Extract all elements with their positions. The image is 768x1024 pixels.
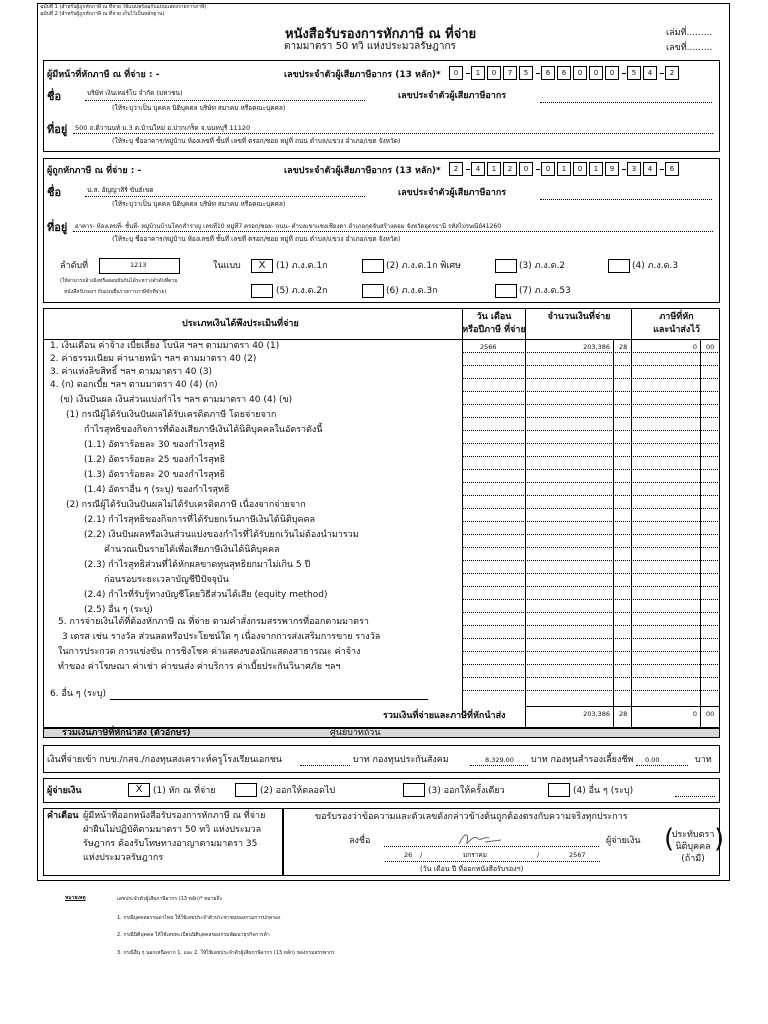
table-col-2 bbox=[525, 308, 526, 728]
date-hint: (วัน เดือน ปี ที่ออกหนังสือรับรองฯ) bbox=[420, 865, 524, 873]
payer-name-label: ชื่อ bbox=[47, 90, 62, 103]
seq-value: 1213 bbox=[130, 261, 147, 269]
doc-no: เลขที่......... bbox=[666, 43, 713, 53]
table-guide bbox=[463, 508, 720, 509]
payee-digit: 1 bbox=[557, 162, 571, 176]
payer-address-label: ที่อยู่ bbox=[47, 123, 68, 136]
payer-taxpayer-no-line bbox=[540, 102, 712, 103]
table-guide bbox=[463, 495, 720, 496]
payee-address-label: ที่อยู่ bbox=[47, 221, 68, 234]
funds-baht-3: บาท bbox=[695, 755, 712, 765]
payee-digit: 1 bbox=[589, 162, 603, 176]
payer-name-line bbox=[85, 100, 365, 101]
warning-line-4: แห่งประมวลรัษฎากร bbox=[83, 853, 164, 863]
income-row-label: 3 เตรส เช่น รางวัล ส่วนลดหรือประโยชน์ใด ๆ เนื่องจากการส่งเสริมการขาย รางวัล bbox=[62, 632, 381, 642]
funds-text-1: เงินที่จ่ายเข้า กบข./กสจ./กองทุนสงเคราะห์ครูโรงเรียนเอกชน bbox=[47, 755, 283, 765]
other-line bbox=[675, 796, 715, 797]
payer-taxpayer-no-label: เลขประจำตัวผู้เสียภาษีอากร bbox=[398, 91, 507, 101]
table-header-divider bbox=[43, 339, 720, 340]
total-words-label: รวมเงินภาษีที่หักนำส่ง (ตัวอักษร) bbox=[62, 728, 191, 738]
table-guide bbox=[463, 664, 720, 665]
stamp-label-3: (ถ้ามี) bbox=[681, 854, 705, 864]
digit-separator bbox=[660, 73, 664, 74]
income-row-label: (ข) เงินปันผล เงินส่วนแบ่งกำไร ฯลฯ ตามมาตรา 40 (4) (ข) bbox=[60, 395, 293, 405]
payee-digit: 9 bbox=[605, 162, 619, 176]
payee-address-hint: (ให้ระบุ ชื่ออาคาร/หมู่บ้าน ห้องเลขที่ ชั้นที่ เลขที่ ตรอก/ซอย หมู่ที่ ถนน ตำบล/แขวง อำเภอ/เขต จังหวัด) bbox=[112, 235, 401, 243]
digit-separator bbox=[466, 169, 470, 170]
payer-digit: 4 bbox=[643, 66, 657, 80]
income-row-label: (2.4) กำไรที่รับรู้ทางบัญชีโดยวิธีส่วนได้เสีย (equity method) bbox=[84, 590, 328, 600]
cert-slash-2: / bbox=[537, 851, 540, 859]
funds-line-2 bbox=[470, 765, 528, 766]
payer-options-label: ผู้จ่ายเงิน bbox=[47, 786, 82, 796]
payee-digit: 3 bbox=[627, 162, 641, 176]
table-guide bbox=[463, 638, 720, 639]
digit-separator bbox=[622, 73, 626, 74]
income-row-label: กำไรสุทธิของกิจการที่ต้องเสียภาษีเงินได้นิติบุคคลในอัตราดังนี้ bbox=[84, 425, 323, 435]
payer-digit: 5 bbox=[519, 66, 533, 80]
other-checkbox[interactable] bbox=[548, 783, 570, 797]
payer-digit: 0 bbox=[573, 66, 587, 80]
pnd3k-checkbox[interactable] bbox=[362, 284, 384, 298]
payer-address: 500 ถ.ติวานนท์ ม.3 ต.บ้านใหม่ อ.ปากเกร็ด จ.นนทบุรี 11120 bbox=[75, 124, 251, 132]
form-subtitle: ตามมาตรา 50 ทวิ แห่งประมวลรัษฎากร bbox=[284, 41, 456, 52]
payee-name-label: ชื่อ bbox=[47, 186, 62, 199]
pnd53-label: (7) ภ.ง.ด.53 bbox=[519, 286, 571, 296]
pnd2k-checkbox[interactable] bbox=[251, 284, 273, 298]
income-row-label: (2.2) เงินปันผลหรือเงินส่วนแบ่งของกำไรที่ได้รับยกเว้นไม่ต้องนำมารวม bbox=[84, 530, 359, 540]
table-guide bbox=[463, 482, 720, 483]
income-row-label: (1) กรณีผู้ได้รับเงินปันผลได้รับเครดิตภาษี โดยจ่ายจาก bbox=[66, 410, 277, 420]
table-guide bbox=[463, 534, 720, 535]
digit-separator bbox=[660, 169, 664, 170]
pnd2k-label: (5) ภ.ง.ด.2ก bbox=[276, 286, 328, 296]
income-row-label: 3. ค่าแห่งลิขสิทธิ์ ฯลฯ ตามมาตรา 40 (3) bbox=[50, 367, 213, 377]
funds-baht-2: บาท กองทุนสำรองเลี้ยงชีพ bbox=[531, 755, 634, 765]
cert-day: 26 bbox=[404, 851, 413, 859]
payee-digit: 6 bbox=[665, 162, 679, 176]
payer-heading: ผู้มีหน้าที่หักภาษี ณ ที่จ่าย : - bbox=[47, 70, 160, 80]
other-label: (4) อื่น ๆ (ระบุ) bbox=[573, 786, 634, 796]
income-row-label: (2.3) กำไรสุทธิส่วนที่ได้หักผลขาดทุนสุทธิยกมาไม่เกิน 5 ปี bbox=[84, 560, 311, 570]
table-guide bbox=[463, 573, 720, 574]
copy1-note: ฉบับที่ 1 (สำหรับผู้ถูกหักภาษี ณ ที่จ่าย ใช้แนบพร้อมกับแบบแสดงรายการภาษี) bbox=[40, 4, 207, 10]
warning-line-2: ฝ่าฝืนไม่ปฏิบัติตามมาตรา 50 ทวิ แห่งประมวล bbox=[83, 825, 262, 835]
payee-name: น.ส. อัญญาสิริ ขันธ์เขต bbox=[87, 186, 154, 194]
total-amount: 203,386 bbox=[583, 710, 610, 718]
income-row-label: (2) กรณีผู้ได้รับเงินปันผลไม่ได้รับเครดิตภาษี เนื่องจากจ่ายจาก bbox=[66, 500, 306, 510]
form-title: หนังสือรับรองการหักภาษี ณ ที่จ่าย bbox=[285, 27, 477, 42]
table-guide bbox=[463, 352, 720, 353]
payer-digit: 0 bbox=[487, 66, 501, 80]
pnd1k-label: (1) ภ.ง.ด.1ก bbox=[276, 261, 328, 271]
warning-line-3: รัษฎากร ต้องรับโทษทางอาญาตามมาตรา 35 bbox=[83, 839, 258, 849]
income-row-label: คำนวณเป็นรายได้เพื่อเสียภาษีเงินได้นิติบุคคล bbox=[104, 545, 280, 555]
table-guide bbox=[463, 391, 720, 392]
row1-amount-satang: 28 bbox=[619, 343, 628, 351]
total-words: ศูนย์บาทถ้วน bbox=[330, 728, 381, 738]
stamp-label-2: นิติบุคคล bbox=[675, 842, 711, 852]
stamp-left-paren: ( bbox=[664, 824, 675, 854]
notes-intro: เลขประจำตัวผู้เสียภาษีอากร (13 หลัก)* หมายถึง bbox=[117, 896, 222, 902]
table-guide bbox=[463, 521, 720, 522]
payer-name: บริษัท เงินเทอร์โบ จำกัด (มหาชน) bbox=[87, 89, 183, 97]
income-row-label: (1.4) อัตราอื่น ๆ (ระบุ) ของกำไรสุทธิ bbox=[84, 485, 230, 495]
pnd2-label: (3) ภ.ง.ด.2 bbox=[519, 261, 566, 271]
notes-title: หมายเหตุ bbox=[65, 895, 86, 901]
payer-digit: 1 bbox=[471, 66, 485, 80]
digit-separator bbox=[536, 73, 540, 74]
income-row-label: 5. การจ่ายเงินได้ที่ต้องหักภาษี ณ ที่จ่าย ตามคำสั่งกรมสรรพากรที่ออกตามมาตรา bbox=[58, 617, 369, 627]
table-total-divider bbox=[525, 706, 720, 707]
notes-item-2: 2. กรณีนิติบุคคล ให้ใช้เลขทะเบียนนิติบุคคลของกรมพัฒนาธุรกิจการค้า bbox=[117, 932, 270, 938]
certify-statement: ขอรับรองว่าข้อความและตัวเลขดังกล่าวข้างต้นถูกต้องตรงกับความจริงทุกประการ bbox=[315, 812, 628, 822]
warning-line-1: ผู้มีหน้าที่ออกหนังสือรับรองการหักภาษี ณ ที่จ่าย bbox=[83, 811, 266, 821]
table-guide bbox=[463, 547, 720, 548]
cert-year: 2567 bbox=[569, 851, 586, 859]
col-amount-header: จำนวนเงินที่จ่าย bbox=[547, 312, 611, 322]
col-date-header-1: วัน เดือน bbox=[476, 312, 512, 322]
row1-year: 2566 bbox=[480, 343, 497, 351]
once-issue-checkbox[interactable] bbox=[403, 783, 425, 797]
income-row-label: (1.1) อัตราร้อยละ 30 ของกำไรสุทธิ bbox=[84, 440, 226, 450]
payee-taxpayer-no-line bbox=[540, 199, 712, 200]
col-type-header: ประเภทเงินได้พึงประเมินที่จ่าย bbox=[182, 319, 299, 329]
col-tax-header-2: และนำส่งไว้ bbox=[653, 325, 700, 335]
cert-slash-1: / bbox=[420, 851, 423, 859]
table-guide bbox=[463, 586, 720, 587]
always-issue-label: (2) ออกให้ตลอดไป bbox=[260, 786, 336, 796]
row1-tax-satang: 00 bbox=[706, 343, 715, 351]
row1-tax: 0 bbox=[692, 343, 697, 351]
table-guide bbox=[463, 430, 720, 431]
income-row-label: 1. เงินเดือน ค่าจ้าง เบี้ยเลี้ยง โบนัส ฯลฯ ตามมาตรา 40 (1) bbox=[50, 341, 280, 351]
income-row-label: (1.2) อัตราร้อยละ 25 ของกำไรสุทธิ bbox=[84, 455, 226, 465]
sso-value: 8,329.00 bbox=[485, 756, 514, 764]
payee-digit: 0 bbox=[519, 162, 533, 176]
income-row-label: (1.3) อัตราร้อยละ 20 ของกำไรสุทธิ bbox=[84, 470, 226, 480]
table-guide bbox=[463, 690, 720, 691]
pnd1k-special-label: (2) ภ.ง.ด.1ก พิเศษ bbox=[386, 261, 462, 271]
payee-heading: ผู้ถูกหักภาษี ณ ที่จ่าย : - bbox=[47, 166, 142, 176]
payee-digit: 2 bbox=[503, 162, 517, 176]
date-line bbox=[385, 861, 600, 862]
table-guide bbox=[463, 677, 720, 678]
col-date-header-2: หรือปีภาษี ที่จ่าย bbox=[462, 325, 526, 335]
sign-line bbox=[384, 846, 599, 847]
once-issue-label: (3) ออกให้ครั้งเดียว bbox=[428, 786, 505, 796]
payer-digit: 0 bbox=[449, 66, 463, 80]
funds-line-1 bbox=[300, 765, 350, 766]
row1-amount: 203,386 bbox=[583, 343, 610, 351]
table-guide bbox=[463, 456, 720, 457]
table-guide bbox=[463, 612, 720, 613]
pnd1k-special-checkbox[interactable] bbox=[362, 259, 384, 273]
total-label: รวมเงินที่จ่ายและภาษีที่หักนำส่ง bbox=[383, 711, 506, 721]
total-amount-satang: 28 bbox=[619, 710, 628, 718]
total-tax-satang: 00 bbox=[706, 710, 715, 718]
payee-name-hint: (ให้ระบุว่าเป็น บุคคล นิติบุคคล บริษัท สมาคม หรือคณะบุคคล) bbox=[112, 200, 286, 208]
payee-digit: 1 bbox=[487, 162, 501, 176]
in-form-label: ในแบบ bbox=[213, 261, 241, 271]
income-row-label: 4. (ก) ดอกเบี้ย ฯลฯ ตามมาตรา 40 (4) (ก) bbox=[50, 380, 218, 390]
payee-digit: 0 bbox=[541, 162, 555, 176]
payee-digit: 2 bbox=[449, 162, 463, 176]
payer-name-hint: (ให้ระบุว่าเป็น บุคคล นิติบุคคล บริษัท สมาคม หรือคณะบุคคล) bbox=[112, 104, 286, 112]
digit-separator bbox=[622, 169, 626, 170]
stamp-right-paren: ) bbox=[714, 824, 725, 854]
payer-address-line bbox=[73, 133, 713, 134]
payer-sign-label: ผู้จ่ายเงิน bbox=[606, 836, 641, 846]
warning-title: คำเตือน bbox=[47, 811, 79, 821]
funds-baht-1: บาท กองทุนประกันสังคม bbox=[353, 755, 449, 765]
copy2-note: ฉบับที่ 2 (สำหรับผู้ถูกหักภาษี ณ ที่จ่าย เก็บไว้เป็นหลักฐาน) bbox=[40, 11, 165, 17]
pnd3-label: (4) ภ.ง.ด.3 bbox=[632, 261, 679, 271]
other-income-underline bbox=[110, 699, 428, 700]
table-guide bbox=[463, 378, 720, 379]
stamp-label-1: ประทับตรา bbox=[671, 830, 715, 840]
funds-line-3 bbox=[636, 765, 688, 766]
table-guide bbox=[463, 417, 720, 418]
notes-item-1: 1. กรณีบุคคลธรรมดาไทย ให้ใช้เลขประจำตัวประชาชนของกรมการปกครอง bbox=[117, 915, 281, 921]
payer-address-hint: (ให้ระบุ ชื่ออาคาร/หมู่บ้าน ห้องเลขที่ ชั้นที่ เลขที่ ตรอก/ซอย หมู่ที่ ถนน ตำบล/แขวง อำเภอ/เขต จังหวัด) bbox=[112, 137, 401, 145]
table-guide bbox=[463, 365, 720, 366]
payer-taxid-label: เลขประจำตัวผู้เสียภาษีอากร (13 หลัก)* bbox=[284, 70, 441, 80]
seq-note-1: (ให้สามารถอ้างอิงหรือสอบยันกันได้ระหว่างลำดับที่ตาม bbox=[60, 278, 178, 284]
income-row-label: 2. ค่าธรรมเนียม ค่านายหน้า ฯลฯ ตามมาตรา 40 (2) bbox=[50, 354, 257, 364]
payee-name-line bbox=[85, 196, 365, 197]
withhold-label: (1) หัก ณ ที่จ่าย bbox=[153, 786, 216, 796]
income-row-label: ในการประกวด การแข่งขัน การชิงโชค ค่าแสดงของนักแสดงสาธารณะ ค่าจ้าง bbox=[58, 647, 361, 657]
table-guide bbox=[463, 404, 720, 405]
pnd2-checkbox[interactable] bbox=[495, 259, 517, 273]
pvd-value: 0.00 bbox=[645, 756, 660, 764]
payer-digit: 0 bbox=[605, 66, 619, 80]
digit-separator bbox=[466, 73, 470, 74]
table-guide bbox=[463, 651, 720, 652]
payer-digit: 6 bbox=[541, 66, 555, 80]
col-tax-header-1: ภาษีที่หัก bbox=[659, 312, 694, 322]
seq-note-2: หนังสือรับรองฯ กับแบบยื่นรายการภาษีหักที่จ่าย) bbox=[64, 289, 167, 295]
total-tax: 0 bbox=[692, 710, 697, 718]
payee-taxpayer-no-label: เลขประจำตัวผู้เสียภาษีอากร bbox=[398, 188, 507, 198]
income-row-label: ทำของ ค่าโฆษณา ค่าเช่า ค่าขนส่ง ค่าบริการ ค่าเบี้ยประกันวินาศภัย ฯลฯ bbox=[58, 662, 341, 672]
income-row-label: (2.1) กำไรสุทธิของกิจการที่ได้รับยกเว้นภาษีเงินได้นิติบุคคล bbox=[84, 515, 316, 525]
cert-month: มกราคม bbox=[463, 851, 487, 859]
payer-digit: 7 bbox=[503, 66, 517, 80]
table-col-3 bbox=[631, 308, 632, 728]
table-guide bbox=[463, 469, 720, 470]
table-guide bbox=[463, 560, 720, 561]
payer-digit: 6 bbox=[557, 66, 571, 80]
digit-separator bbox=[536, 169, 540, 170]
table-guide bbox=[463, 599, 720, 600]
income-row-label: (2.5) อื่น ๆ (ระบุ) bbox=[84, 605, 153, 615]
pnd3-checkbox[interactable] bbox=[608, 259, 630, 273]
payer-digit: 2 bbox=[665, 66, 679, 80]
income-row-label: ก่อนรอบระยะเวลาบัญชีปีปัจจุบัน bbox=[104, 575, 229, 585]
payee-digit: 0 bbox=[573, 162, 587, 176]
table-col-1 bbox=[462, 308, 463, 718]
sign-label: ลงชื่อ bbox=[349, 836, 371, 846]
payee-address: อาคาร- ห้องเลขที่- ชั้นที่- หมู่บ้านบ้านโคกสำราญ เลขที่10 หมู่ที่7 ตรอก/ซอย- ถนน- ตำบลเขาแชงเชียงดา อำเภอกุดจับสร้างคอม จังหวัดอุดรธานี รหัสไปรษณีย์41260 bbox=[75, 223, 502, 230]
payee-digit: 4 bbox=[471, 162, 485, 176]
payee-address-line bbox=[73, 231, 713, 232]
withhold-checkbox[interactable]: X bbox=[128, 783, 150, 797]
pnd53-checkbox[interactable] bbox=[495, 284, 517, 298]
table-guide bbox=[463, 625, 720, 626]
pnd1k-checkbox[interactable]: X bbox=[251, 259, 273, 273]
book-no: เล่มที่......... bbox=[666, 28, 713, 38]
always-issue-checkbox[interactable] bbox=[235, 783, 257, 797]
seq-label: ลำดับที่ bbox=[60, 261, 89, 271]
payer-digit: 5 bbox=[627, 66, 641, 80]
payee-digit: 4 bbox=[643, 162, 657, 176]
pnd3k-label: (6) ภ.ง.ด.3ก bbox=[386, 286, 438, 296]
table-guide bbox=[463, 443, 720, 444]
payer-digit: 0 bbox=[589, 66, 603, 80]
notes-item-3: 3. กรณีอื่น ๆ นอกเหนือจาก 1. และ 2. ให้ใช้เลขประจำตัวผู้เสียภาษีอากร (13 หลัก) ของกรมสรรพากร bbox=[117, 950, 335, 956]
payee-taxid-label: เลขประจำตัวผู้เสียภาษีอากร (13 หลัก)* bbox=[284, 166, 441, 176]
income-row-label: 6. อื่น ๆ (ระบุ) bbox=[50, 689, 106, 699]
